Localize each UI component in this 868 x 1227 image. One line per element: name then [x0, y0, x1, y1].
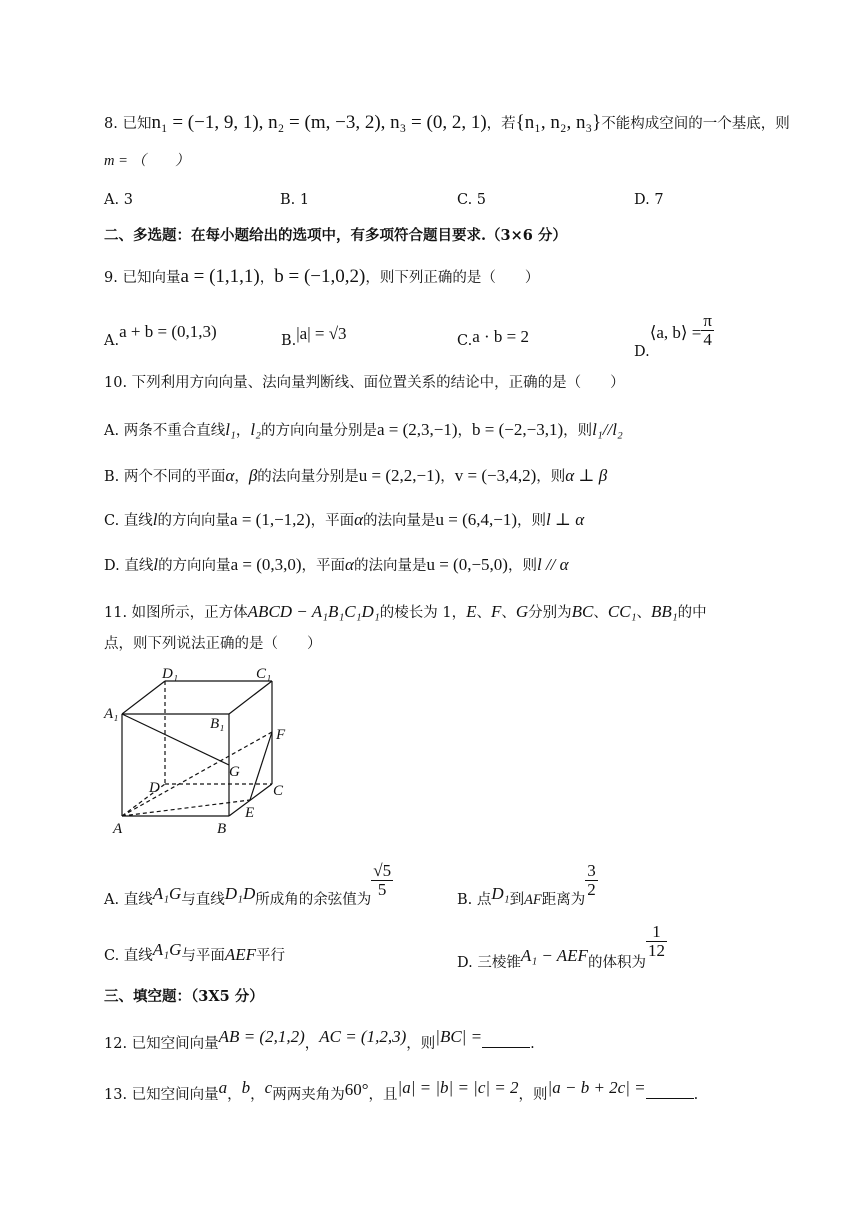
m: α — [345, 555, 354, 574]
q9-d-den: 4 — [703, 329, 712, 349]
num: 3 — [587, 861, 596, 880]
m: u = (2,2,−1) — [358, 466, 441, 485]
q13-answer-blank[interactable] — [646, 1084, 694, 1099]
t: 、 — [501, 605, 516, 621]
t: 的法向量是 — [363, 513, 436, 529]
m: AF — [524, 892, 542, 909]
q11-a-fraction — [371, 862, 393, 899]
m: AEF — [224, 945, 257, 964]
t: ，平面 — [310, 513, 355, 529]
t: 的方向向量 — [158, 558, 231, 574]
q9-c-label: C. — [457, 333, 473, 349]
q8-text: ，若 — [486, 116, 516, 132]
m: v = (−3,4,2) — [454, 466, 537, 485]
m: l₂ — [250, 420, 261, 439]
m: l ⊥ α — [546, 510, 585, 529]
t: . — [693, 1087, 699, 1103]
m: 60° — [344, 1080, 369, 1099]
m: a — [218, 1078, 228, 1097]
m: l — [152, 510, 158, 529]
q11-option-b — [457, 861, 598, 909]
q8-line2 — [104, 153, 190, 170]
m: BB₁ — [650, 602, 678, 621]
m: α — [354, 510, 364, 529]
t: 的棱长为 1， — [379, 605, 467, 621]
t: 距离为 — [541, 892, 586, 909]
m: l // α — [536, 555, 569, 574]
q12-ac: AC = (1,2,3) — [319, 1027, 407, 1046]
q9-vector-b: b = (−1,0,2) — [274, 266, 366, 287]
q13 — [104, 1078, 699, 1104]
m: D₁ — [491, 884, 510, 904]
den: 12 — [647, 940, 665, 960]
q9-vector-a: a = (1,1,1) — [180, 266, 260, 287]
label-C1: C₁ — [256, 666, 272, 682]
t: 11. 如图所示，正方体 — [104, 605, 248, 621]
t: . — [530, 1036, 535, 1052]
t: 平行 — [256, 948, 286, 964]
t: C. 直线 — [104, 513, 153, 529]
t: 两两夹角为 — [272, 1087, 345, 1103]
t: 的方向向量 — [157, 513, 231, 529]
q8-number: 8. 已知 — [104, 116, 152, 132]
q9-b-label: B. — [281, 333, 297, 349]
q9-sep: ， — [259, 270, 275, 286]
q9-b-expr: |a| = √3 — [296, 324, 347, 343]
q9-d-num: π — [703, 311, 712, 330]
t: A. 两条不重合直线 — [104, 423, 226, 439]
t: 到 — [509, 892, 525, 909]
label-G: G — [229, 764, 240, 780]
t: 13. 已知空间向量 — [104, 1087, 219, 1103]
q10-option-d — [104, 555, 569, 575]
m: u = (6,4,−1) — [435, 510, 518, 529]
label-B: B — [217, 821, 227, 837]
m: A₁G — [152, 940, 182, 959]
m: b = (−2,−3,1) — [472, 420, 564, 439]
t: ，则 — [518, 1087, 548, 1103]
cube-figure — [100, 664, 300, 840]
t: A. 直线 — [104, 892, 153, 909]
q11-b-fraction — [585, 862, 598, 899]
label-A: A — [113, 821, 123, 837]
t: ，则 — [406, 1036, 436, 1052]
label-D1: D₁ — [162, 666, 179, 682]
m: BC — [571, 602, 594, 621]
q10-option-b — [104, 466, 607, 486]
m: a = (0,3,0) — [230, 555, 302, 574]
t: ，则 — [507, 558, 537, 574]
t: 分别为 — [528, 605, 572, 621]
q9-number: 9. 已知向量 — [104, 270, 181, 286]
m: |a| = |b| = |c| = 2 — [397, 1078, 519, 1097]
m: A₁G — [152, 884, 182, 904]
q9-stem — [104, 266, 539, 289]
m: A₁ − AEF — [520, 946, 588, 966]
m: a = (2,3,−1) — [376, 420, 458, 439]
q8-vectors: n₁ = (−1, 9, 1), n₂ = (m, −3, 2), n₃ = (0, 2, 1) — [151, 112, 487, 133]
q8-option-a: A. 3 — [104, 192, 133, 208]
m: β — [248, 466, 258, 485]
t: ， — [440, 469, 455, 485]
t: ，平面 — [301, 558, 346, 574]
m: CC₁ — [607, 602, 637, 621]
t: D. 三棱锥 — [457, 955, 521, 972]
label-A1: A₁ — [104, 706, 119, 722]
t: ，则 — [536, 469, 566, 485]
q9-option-c — [457, 327, 529, 350]
m: l₁ — [225, 420, 236, 439]
q12-answer-blank[interactable] — [482, 1033, 530, 1048]
m: E — [466, 602, 477, 621]
t: ，则 — [563, 423, 593, 439]
t: ， — [304, 1036, 320, 1052]
q12 — [104, 1027, 535, 1053]
t: B. 两个不同的平面 — [104, 469, 226, 485]
num: √5 — [373, 861, 392, 880]
q11-option-c — [104, 940, 286, 965]
m: u = (0,−5,0) — [426, 555, 508, 574]
t: 、 — [593, 605, 608, 621]
m: |a − b + 2c| = — [547, 1078, 646, 1097]
q10-option-a — [104, 420, 623, 440]
t: ， — [457, 423, 473, 439]
m: b — [241, 1078, 251, 1097]
num: 1 — [646, 923, 667, 942]
m: α ⊥ β — [565, 466, 608, 485]
m: D₁D — [224, 884, 256, 904]
q10-stem: 10. 下列利用方向向量、法向量判断线、面位置关系的结论中，正确的是（ ） — [104, 375, 625, 391]
t: ， — [227, 1087, 242, 1103]
t: ，则 — [517, 513, 547, 529]
q9-option-b — [281, 324, 347, 350]
t: 的体积为 — [587, 955, 646, 972]
t: D. 直线 — [104, 558, 154, 574]
t: 、 — [476, 605, 491, 621]
q9-a-label: A. — [104, 333, 120, 349]
t: C. 直线 — [104, 948, 153, 964]
q8-option-d: D. 7 — [634, 192, 664, 208]
label-C: C — [273, 783, 284, 799]
t: 所成角的余弦值为 — [255, 892, 372, 909]
section-3-title: 三、填空题：（3X5 分） — [104, 988, 264, 1005]
t: B. 点 — [457, 892, 492, 909]
t: 、 — [636, 605, 651, 621]
q12-ab: AB = (2,1,2) — [218, 1027, 305, 1046]
m: F — [490, 602, 502, 621]
den: 5 — [377, 879, 387, 899]
q8-set: {n₁, n₂, n₃} — [515, 112, 602, 133]
q10-option-c — [104, 510, 584, 530]
t: 与平面 — [181, 948, 225, 964]
m: l — [153, 555, 159, 574]
q11-d-fraction — [646, 923, 667, 960]
label-B1: B₁ — [210, 716, 225, 732]
q12-bc: |BC| = — [435, 1027, 483, 1046]
t: 与直线 — [181, 892, 225, 909]
t: ， — [235, 423, 251, 439]
q9-d-label: D. — [634, 344, 650, 361]
q11-line1 — [104, 602, 707, 622]
t: ， — [250, 1087, 265, 1103]
q9-option-d — [634, 311, 714, 361]
q8-option-c: C. 5 — [457, 192, 487, 208]
m: a = (1,−1,2) — [230, 510, 311, 529]
q11-line2: 点，则下列说法正确的是（ ） — [104, 636, 322, 652]
label-D: D — [149, 780, 160, 796]
q9-d-expr: ⟨a, b⟩ = — [649, 323, 702, 343]
q8-tail: 不能构成空间的一个基底，则 — [601, 116, 790, 132]
q9-tail: ，则下列正确的是（ ） — [365, 270, 540, 286]
den: 2 — [587, 879, 596, 899]
label-E: E — [245, 805, 255, 821]
section-2-title: 二、多选题：在每小题给出的选项中，有多项符合题目要求.（3×6 分） — [104, 227, 567, 244]
q9-d-fraction — [701, 312, 714, 349]
q9-c-expr: a · b = 2 — [472, 327, 529, 346]
q8-line1 — [104, 112, 790, 135]
q11-option-d — [457, 922, 667, 972]
m: ABCD − A₁B₁C₁D₁ — [247, 602, 380, 621]
q8-m: m = （ ） — [104, 153, 190, 169]
t: 12. 已知空间向量 — [104, 1036, 219, 1052]
t: 的方向向量分别是 — [260, 423, 377, 439]
t: 的中 — [677, 605, 707, 621]
t: ， — [234, 469, 249, 485]
t: 的法向量是 — [353, 558, 427, 574]
m: l₁//l₂ — [592, 420, 623, 439]
m: c — [264, 1078, 273, 1097]
q9-option-a — [104, 322, 217, 350]
label-F: F — [276, 727, 286, 743]
q11-option-a — [104, 861, 393, 909]
m: α — [225, 466, 235, 485]
t: 的法向量分别是 — [257, 469, 359, 485]
m: G — [515, 602, 529, 621]
t: ，且 — [368, 1087, 398, 1103]
q9-a-expr: a + b = (0,1,3) — [119, 322, 217, 341]
q8-option-b: B. 1 — [280, 192, 310, 208]
